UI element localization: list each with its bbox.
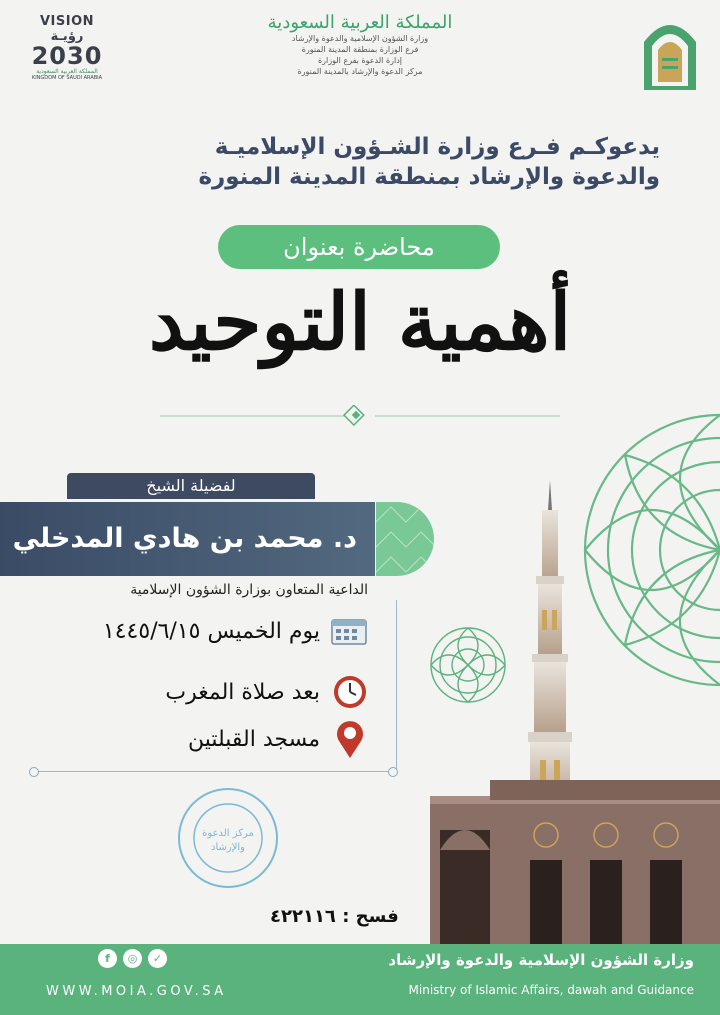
geometric-pattern-icon [376,502,434,576]
invitation-text [140,132,660,192]
website-link[interactable]: WWW.MOIA.GOV.SA [46,984,227,999]
time-row [165,672,370,712]
ministry-line-1: وزارة الشؤون الإسلامية والدعوة والإرشاد [291,34,429,43]
ministry-name-ar: وزارة الشؤون الإسلامية والدعوة والإرشاد [388,951,694,969]
ministry-line-3: إدارة الدعوة بفرع الوزارة [317,56,403,65]
location-pin-icon [330,719,370,759]
vertical-divider [396,600,397,772]
time-text: بعد صلاة المغرب [165,679,320,705]
lecture-title: أهمية التوحيد [148,277,572,368]
twitter-icon[interactable]: ✓ [148,949,167,968]
ministry-header [265,12,455,77]
calendar-icon [330,611,370,651]
sheikh-accent [376,502,434,576]
vision-sub-en: KINGDOM OF SAUDI ARABIA [31,75,103,81]
vision-sub-ar: المملكة العربية السعودية [36,68,98,75]
ministry-line-2: فرع الوزارة بمنطقة المدينة المنورة [301,45,419,54]
horizontal-divider [32,771,392,772]
svg-text:مركز الدعوة: مركز الدعوة [202,828,254,839]
date-row [103,611,370,651]
instagram-icon[interactable]: ◎ [123,949,142,968]
lecture-label-pill: محاضرة بعنوان [218,225,500,269]
permit-number: فسح : ٤٢٢١١٦ [270,906,399,927]
svg-text:والإرشاد: والإرشاد [210,842,246,853]
ornamental-divider [160,405,560,427]
sheikh-label: لفضيلة الشيخ [67,473,315,499]
sheikh-title: الداعية المتعاون بوزارة الشؤون الإسلامية [130,582,368,598]
date-text: يوم الخميس ١٤٤٥/٦/١٥ [102,618,320,644]
sheikh-name: د. محمد بن هادي المدخلي [0,502,375,576]
invitation-line-2: والدعوة والإرشاد بمنطقة المدينة المنورة [198,164,660,190]
invitation-line-1: يدعوكـم فـرع وزارة الشـؤون الإسلاميـة [214,134,660,160]
ministry-line-4: مركز الدعوة والإرشاد بالمدينة المنورة [297,67,423,76]
center-stamp [176,786,280,890]
facebook-icon[interactable]: f [98,949,117,968]
social-icons [98,949,167,968]
stamp-seal-icon [176,786,280,890]
ministry-name-en: Ministry of Islamic Affairs, dawah and Guidance [408,983,694,997]
vision-2030-logo [22,14,112,81]
mosque-illustration [430,480,720,944]
clock-icon [330,672,370,712]
kingdom-name: المملكة العربية السعودية [267,12,453,33]
place-row [188,719,370,759]
divider-dot-left [29,767,39,777]
ministry-emblem-icon [640,14,700,92]
vision-word: VISION رؤيـة [39,14,95,44]
vision-year: 2030 [31,42,103,70]
place-text: مسجد القبلتين [187,726,320,752]
divider-dot-right [388,767,398,777]
